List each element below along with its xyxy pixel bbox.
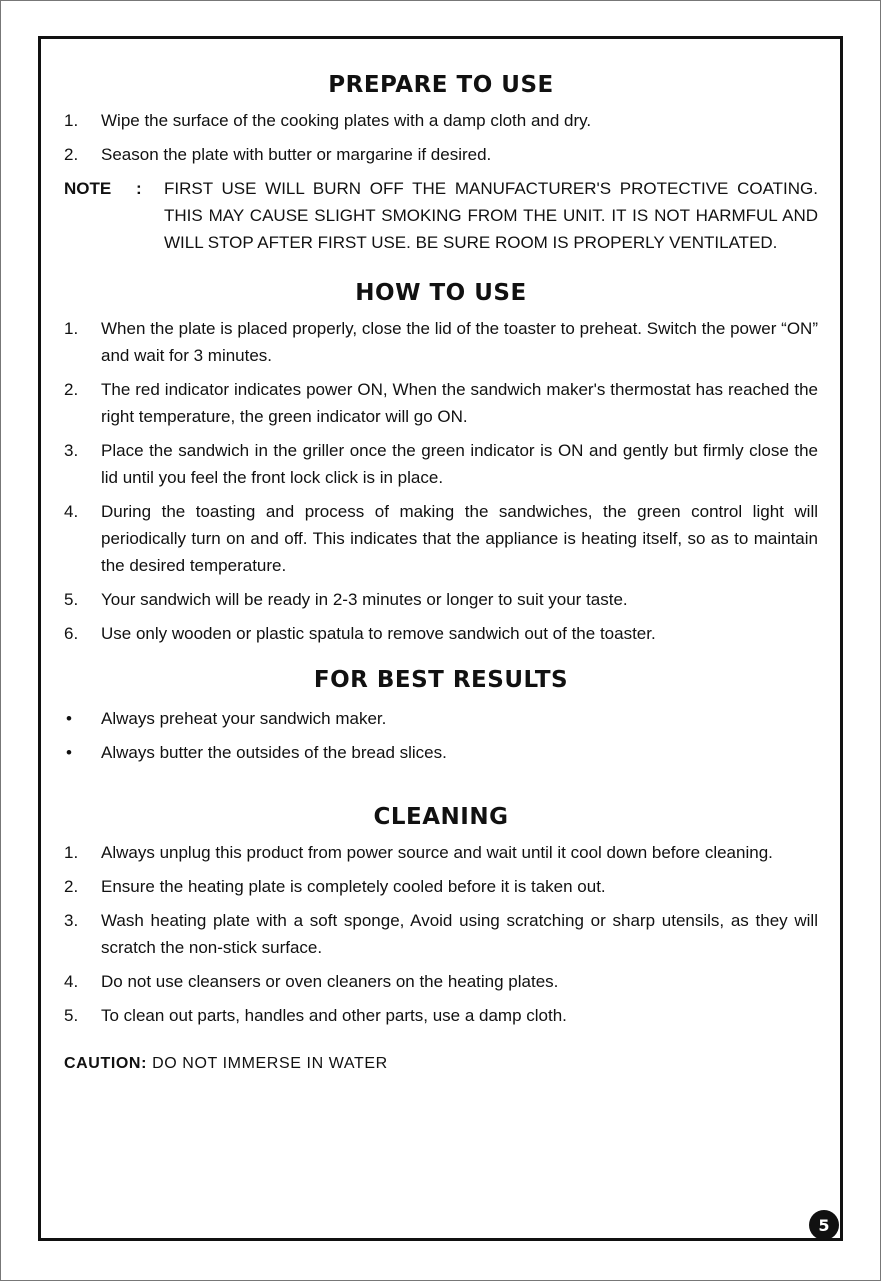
step-text: Your sandwich will be ready in 2-3 minutes or longer to suit your taste. xyxy=(101,590,628,609)
step-text: Do not use cleansers or oven cleaners on the heating plates. xyxy=(101,972,559,991)
step-text: Season the plate with butter or margarine if desired. xyxy=(101,145,492,164)
step-number: 5. xyxy=(64,590,79,609)
list-item xyxy=(64,620,818,647)
caution-label: CAUTION: xyxy=(64,1055,148,1072)
heading-prepare-to-use: PREPARE TO USE xyxy=(328,72,554,98)
manual-page xyxy=(64,64,818,1075)
step-number: 6. xyxy=(64,624,79,643)
note-separator: : xyxy=(136,179,142,198)
step-number: 4. xyxy=(64,972,79,991)
list-item xyxy=(64,376,818,430)
bullet-icon: • xyxy=(66,743,72,762)
step-number: 2. xyxy=(64,145,79,164)
section-prepare-to-use xyxy=(64,70,818,256)
step-number: 1. xyxy=(64,319,79,338)
step-number: 3. xyxy=(64,441,79,460)
step-text: During the toasting and process of making the sandwiches, the green control light will periodically turn on and off. This indicates that the appliance is heating itself, so as to maintain the desired temperature. xyxy=(101,502,818,575)
bullet-text: Always butter the outsides of the bread slices. xyxy=(101,743,447,762)
list-item xyxy=(64,839,818,866)
step-number: 2. xyxy=(64,877,79,896)
heading-best-results: FOR BEST RESULTS xyxy=(313,667,569,693)
step-text: Always unplug this product from power source and wait until it cool down before cleaning. xyxy=(101,843,773,862)
list-item xyxy=(64,498,818,579)
step-text: Use only wooden or plastic spatula to remove sandwich out of the toaster. xyxy=(101,624,656,643)
list-item xyxy=(64,968,818,995)
list-item xyxy=(64,107,818,134)
page-number-badge: 5 xyxy=(809,1210,839,1240)
bullet-icon: • xyxy=(66,709,72,728)
prepare-steps xyxy=(64,107,818,168)
step-number: 1. xyxy=(64,843,79,862)
section-cleaning xyxy=(64,802,818,1029)
note-block xyxy=(64,175,818,256)
caution-line xyxy=(64,1053,818,1075)
note-label: NOTE xyxy=(64,179,112,198)
list-item xyxy=(64,437,818,491)
cleaning-steps xyxy=(64,839,818,1029)
list-item xyxy=(64,586,818,613)
step-text: When the plate is placed properly, close the lid of the toaster to preheat. Switch the power “ON” and wait for 3 minutes. xyxy=(101,319,818,365)
step-text: Wash heating plate with a soft sponge, Avoid using scratching or sharp utensils, as they will scratch the non-stick surface. xyxy=(101,911,818,957)
how-to-use-steps xyxy=(64,315,818,647)
step-text: Place the sandwich in the griller once the green indicator is ON and gently but firmly close the lid until you feel the front lock click is in place. xyxy=(101,441,818,487)
step-text: Wipe the surface of the cooking plates with a damp cloth and dry. xyxy=(101,111,592,130)
list-item xyxy=(64,705,818,732)
note-text: FIRST USE WILL BURN OFF THE MANUFACTURER'S PROTECTIVE COATING. THIS MAY CAUSE SLIGHT SMOKING FROM THE UNIT. IT IS NOT HARMFUL AND WILL STOP AFTER FIRST USE. BE SURE ROOM IS PROPERLY VENTILATED. xyxy=(164,179,818,252)
step-text: The red indicator indicates power ON, When the sandwich maker's thermostat has reached the right temperature, the green indicator will go ON. xyxy=(101,380,818,426)
list-item xyxy=(64,1002,818,1029)
step-number: 3. xyxy=(64,911,79,930)
caution-text: DO NOT IMMERSE IN WATER xyxy=(152,1055,388,1072)
best-results-list xyxy=(64,705,818,766)
bullet-text: Always preheat your sandwich maker. xyxy=(101,709,387,728)
step-text: To clean out parts, handles and other parts, use a damp cloth. xyxy=(101,1006,567,1025)
step-number: 1. xyxy=(64,111,79,130)
step-number: 4. xyxy=(64,502,79,521)
list-item xyxy=(64,315,818,369)
section-how-to-use xyxy=(64,278,818,647)
list-item xyxy=(64,873,818,900)
step-text: Ensure the heating plate is completely cooled before it is taken out. xyxy=(101,877,606,896)
section-best-results xyxy=(64,665,818,766)
list-item xyxy=(64,907,818,961)
heading-cleaning: CLEANING xyxy=(373,804,509,830)
list-item xyxy=(64,141,818,168)
step-number: 5. xyxy=(64,1006,79,1025)
heading-how-to-use: HOW TO USE xyxy=(355,280,527,306)
step-number: 2. xyxy=(64,380,79,399)
list-item xyxy=(64,739,818,766)
